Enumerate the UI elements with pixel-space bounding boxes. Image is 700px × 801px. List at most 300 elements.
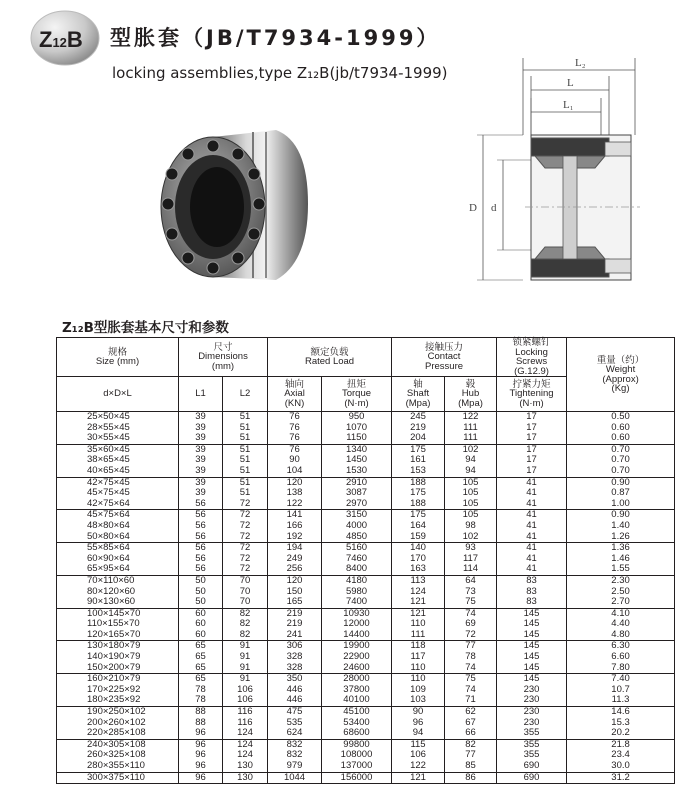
table-cell: 230: [497, 685, 567, 696]
col-dimensions-header: 尺寸 Dimensions (mm): [179, 338, 268, 377]
table-cell: 188: [392, 499, 445, 510]
table-cell: 230: [497, 707, 567, 718]
table-cell: 73: [445, 587, 497, 598]
spec-table: [56, 337, 675, 784]
table-cell: 102: [445, 444, 497, 455]
table-cell: 0.90: [567, 510, 675, 521]
table-cell: 140×190×79: [57, 652, 179, 663]
table-cell: 41: [497, 488, 567, 499]
table-cell: 1450: [322, 455, 392, 466]
table-cell: 82: [223, 608, 268, 619]
table-cell: 50: [179, 587, 223, 598]
table-cell: 156000: [322, 772, 392, 784]
table-cell: 72: [223, 510, 268, 521]
table-cell: 4850: [322, 532, 392, 543]
table-cell: 88: [179, 718, 223, 729]
table-cell: 65: [179, 663, 223, 674]
table-cell: 35×60×45: [57, 444, 179, 455]
table-cell: 5980: [322, 587, 392, 598]
table-cell: 99800: [322, 739, 392, 750]
table-cell: 1.46: [567, 554, 675, 565]
table-cell: 979: [268, 761, 322, 772]
table-cell: 446: [268, 685, 322, 696]
table-cell: 42×75×64: [57, 499, 179, 510]
table-cell: 86: [445, 772, 497, 784]
table-cell: 4.80: [567, 630, 675, 641]
table-cell: 72: [223, 521, 268, 532]
badge-suffix: B: [66, 27, 83, 52]
table-cell: 70: [223, 597, 268, 608]
table-cell: 96: [179, 761, 223, 772]
table-cell: 690: [497, 772, 567, 784]
table-row: [57, 412, 675, 423]
table-cell: 51: [223, 455, 268, 466]
table-cell: 65: [179, 652, 223, 663]
table-cell: 56: [179, 554, 223, 565]
table-cell: 200×260×102: [57, 718, 179, 729]
table-row: [57, 597, 675, 608]
table-cell: 45100: [322, 707, 392, 718]
table-cell: 50: [179, 575, 223, 586]
table-cell: 446: [268, 695, 322, 706]
table-cell: 60×90×64: [57, 554, 179, 565]
table-cell: 106: [392, 750, 445, 761]
table-row: [57, 564, 675, 575]
table-cell: 5160: [322, 543, 392, 554]
table-cell: 37800: [322, 685, 392, 696]
table-cell: 306: [268, 641, 322, 652]
table-cell: 0.90: [567, 477, 675, 488]
table-cell: 0.87: [567, 488, 675, 499]
table-cell: 2970: [322, 499, 392, 510]
table-cell: 41: [497, 499, 567, 510]
table-cell: 72: [223, 532, 268, 543]
table-cell: 2910: [322, 477, 392, 488]
table-cell: 103: [392, 695, 445, 706]
col-rated-load-header: 额定负载 Rated Load: [268, 338, 392, 377]
table-cell: 77: [445, 750, 497, 761]
table-cell: 53400: [322, 718, 392, 729]
table-cell: 110: [392, 619, 445, 630]
series-badge: [30, 10, 100, 66]
table-cell: 1.40: [567, 521, 675, 532]
table-cell: 130×180×79: [57, 641, 179, 652]
table-row: [57, 728, 675, 739]
table-cell: 56: [179, 510, 223, 521]
table-cell: 66: [445, 728, 497, 739]
page-title: 型胀套（JB/T7934-1999）: [110, 26, 441, 50]
table-cell: 72: [445, 630, 497, 641]
table-cell: 140: [392, 543, 445, 554]
table-cell: 48×80×64: [57, 521, 179, 532]
table-cell: 72: [223, 543, 268, 554]
table-cell: 4.10: [567, 608, 675, 619]
table-cell: 51: [223, 423, 268, 434]
table-cell: 96: [179, 772, 223, 784]
col-l2: L2: [223, 377, 268, 412]
table-cell: 19900: [322, 641, 392, 652]
table-row: [57, 761, 675, 772]
table-cell: 45×75×45: [57, 488, 179, 499]
table-cell: 124: [223, 750, 268, 761]
table-cell: 170×225×92: [57, 685, 179, 696]
table-cell: 832: [268, 739, 322, 750]
table-cell: 219: [392, 423, 445, 434]
table-cell: 1340: [322, 444, 392, 455]
table-cell: 111: [445, 433, 497, 444]
table-cell: 145: [497, 641, 567, 652]
table-cell: 145: [497, 663, 567, 674]
table-cell: 17: [497, 423, 567, 434]
table-cell: 83: [497, 597, 567, 608]
table-cell: 85: [445, 761, 497, 772]
table-cell: 56: [179, 564, 223, 575]
table-cell: 115: [392, 739, 445, 750]
col-shaft: 轴 Shaft (Mpa): [392, 377, 445, 412]
table-cell: 111: [392, 630, 445, 641]
table-cell: 256: [268, 564, 322, 575]
table-cell: 159: [392, 532, 445, 543]
table-cell: 1.26: [567, 532, 675, 543]
table-cell: 219: [268, 608, 322, 619]
table-cell: 121: [392, 772, 445, 784]
table-cell: 17: [497, 444, 567, 455]
table-cell: 11.3: [567, 695, 675, 706]
table-cell: 475: [268, 707, 322, 718]
table-cell: 88: [179, 707, 223, 718]
table-cell: 39: [179, 477, 223, 488]
table-cell: 39: [179, 423, 223, 434]
section-title: Z₁₂B型胀套基本尺寸和参数: [62, 320, 229, 336]
table-cell: 76: [268, 423, 322, 434]
table-cell: 105: [445, 488, 497, 499]
table-cell: 104: [268, 466, 322, 477]
table-cell: 950: [322, 412, 392, 423]
table-cell: 7.40: [567, 674, 675, 685]
table-cell: 39: [179, 466, 223, 477]
table-cell: 71: [445, 695, 497, 706]
table-cell: 121: [392, 608, 445, 619]
table-cell: 160×210×79: [57, 674, 179, 685]
table-cell: 194: [268, 543, 322, 554]
table-cell: 51: [223, 433, 268, 444]
table-cell: 166: [268, 521, 322, 532]
col-locking-screws-header: 锁紧螺钉 Locking Screws (G.12.9): [497, 338, 567, 377]
table-cell: 116: [223, 707, 268, 718]
table-cell: 2.30: [567, 575, 675, 586]
table-cell: 130: [223, 772, 268, 784]
table-cell: 0.60: [567, 433, 675, 444]
table-cell: 10930: [322, 608, 392, 619]
table-row: [57, 695, 675, 706]
table-cell: 51: [223, 466, 268, 477]
table-cell: 7.80: [567, 663, 675, 674]
table-cell: 41: [497, 564, 567, 575]
table-cell: 117: [392, 652, 445, 663]
table-cell: 241: [268, 630, 322, 641]
table-cell: 70×110×60: [57, 575, 179, 586]
table-cell: 91: [223, 641, 268, 652]
table-cell: 124: [223, 739, 268, 750]
table-cell: 30.0: [567, 761, 675, 772]
table-cell: 7460: [322, 554, 392, 565]
table-cell: 204: [392, 433, 445, 444]
table-cell: 110×155×70: [57, 619, 179, 630]
table-cell: 78: [179, 695, 223, 706]
table-cell: 0.70: [567, 466, 675, 477]
table-cell: 355: [497, 739, 567, 750]
table-cell: 245: [392, 412, 445, 423]
table-cell: 76: [268, 444, 322, 455]
table-row: [57, 466, 675, 477]
table-cell: 96: [179, 728, 223, 739]
table-cell: 41: [497, 543, 567, 554]
table-cell: 3087: [322, 488, 392, 499]
table-cell: 14400: [322, 630, 392, 641]
col-contact-pressure-header: 接触压力 Contact Pressure: [392, 338, 497, 377]
table-cell: 150×200×79: [57, 663, 179, 674]
table-cell: 45×75×64: [57, 510, 179, 521]
table-cell: 17: [497, 455, 567, 466]
table-row: [57, 575, 675, 586]
table-cell: 91: [223, 652, 268, 663]
table-cell: 4.40: [567, 619, 675, 630]
table-cell: 28000: [322, 674, 392, 685]
label-small-d: d: [491, 202, 497, 214]
table-cell: 111: [445, 423, 497, 434]
table-cell: 74: [445, 608, 497, 619]
table-cell: 141: [268, 510, 322, 521]
table-cell: 1.55: [567, 564, 675, 575]
table-cell: 230: [497, 718, 567, 729]
table-cell: 82: [445, 739, 497, 750]
col-size-formula: d×D×L: [57, 377, 179, 412]
table-cell: 80×120×60: [57, 587, 179, 598]
table-cell: 122: [445, 412, 497, 423]
table-cell: 51: [223, 444, 268, 455]
label-l1: L₁: [563, 99, 574, 111]
table-cell: 7400: [322, 597, 392, 608]
table-cell: 72: [223, 499, 268, 510]
table-cell: 240×305×108: [57, 739, 179, 750]
table-cell: 6.30: [567, 641, 675, 652]
table-cell: 69: [445, 619, 497, 630]
table-row: [57, 433, 675, 444]
table-cell: 220×285×108: [57, 728, 179, 739]
table-cell: 3150: [322, 510, 392, 521]
table-cell: 2.50: [567, 587, 675, 598]
table-row: [57, 499, 675, 510]
table-cell: 188: [392, 477, 445, 488]
table-cell: 690: [497, 761, 567, 772]
table-cell: 106: [223, 695, 268, 706]
table-cell: 105: [445, 477, 497, 488]
label-big-d: D: [469, 202, 477, 214]
table-cell: 145: [497, 674, 567, 685]
table-cell: 8400: [322, 564, 392, 575]
table-cell: 328: [268, 652, 322, 663]
table-cell: 109: [392, 685, 445, 696]
table-cell: 39: [179, 488, 223, 499]
table-cell: 38×65×45: [57, 455, 179, 466]
table-cell: 0.50: [567, 412, 675, 423]
col-axial: 轴向 Axial (KN): [268, 377, 322, 412]
table-cell: 82: [223, 630, 268, 641]
table-cell: 355: [497, 728, 567, 739]
table-cell: 75: [445, 674, 497, 685]
table-cell: 14.6: [567, 707, 675, 718]
table-cell: 110: [392, 663, 445, 674]
table-cell: 23.4: [567, 750, 675, 761]
table-cell: 1.00: [567, 499, 675, 510]
table-cell: 65×95×64: [57, 564, 179, 575]
col-size-header: 规格 Size (mm): [57, 338, 179, 377]
label-l: L: [567, 77, 574, 89]
table-cell: 82: [223, 619, 268, 630]
table-cell: 175: [392, 488, 445, 499]
table-cell: 41: [497, 521, 567, 532]
table-cell: 94: [445, 455, 497, 466]
table-cell: 67: [445, 718, 497, 729]
table-cell: 137000: [322, 761, 392, 772]
table-cell: 280×355×110: [57, 761, 179, 772]
table-cell: 74: [445, 663, 497, 674]
table-cell: 130: [223, 761, 268, 772]
table-cell: 74: [445, 685, 497, 696]
table-cell: 39: [179, 433, 223, 444]
table-cell: 10.7: [567, 685, 675, 696]
table-row: [57, 772, 675, 784]
table-cell: 91: [223, 663, 268, 674]
table-cell: 70: [223, 587, 268, 598]
table-cell: 25×50×45: [57, 412, 179, 423]
table-cell: 78: [179, 685, 223, 696]
table-cell: 4180: [322, 575, 392, 586]
table-cell: 62: [445, 707, 497, 718]
table-cell: 102: [445, 532, 497, 543]
table-cell: 77: [445, 641, 497, 652]
table-cell: 120: [268, 477, 322, 488]
table-cell: 90: [392, 707, 445, 718]
product-photo: [158, 112, 318, 291]
table-cell: 163: [392, 564, 445, 575]
table-cell: 138: [268, 488, 322, 499]
table-cell: 55×85×64: [57, 543, 179, 554]
table-cell: 219: [268, 619, 322, 630]
table-cell: 124: [223, 728, 268, 739]
table-cell: 0.70: [567, 455, 675, 466]
table-cell: 6.60: [567, 652, 675, 663]
table-cell: 24600: [322, 663, 392, 674]
table-cell: 0.70: [567, 444, 675, 455]
table-cell: 120×165×70: [57, 630, 179, 641]
table-cell: 120: [268, 575, 322, 586]
table-cell: 4000: [322, 521, 392, 532]
table-cell: 75: [445, 597, 497, 608]
table-cell: 91: [223, 674, 268, 685]
table-cell: 51: [223, 488, 268, 499]
table-cell: 355: [497, 750, 567, 761]
col-torque: 扭矩 Torque (N·m): [322, 377, 392, 412]
table-cell: 90×130×60: [57, 597, 179, 608]
table-cell: 72: [223, 564, 268, 575]
table-cell: 60: [179, 619, 223, 630]
table-cell: 64: [445, 575, 497, 586]
table-cell: 98: [445, 521, 497, 532]
col-hub: 毂 Hub (Mpa): [445, 377, 497, 412]
table-cell: 51: [223, 477, 268, 488]
col-tightening: 拧紧力矩 Tightening (N·m): [497, 377, 567, 412]
page-subtitle: locking assemblies,type Z₁₂B(jb/t7934-1999): [112, 64, 448, 82]
table-cell: 39: [179, 412, 223, 423]
table-cell: 15.3: [567, 718, 675, 729]
table-cell: 1150: [322, 433, 392, 444]
table-row: [57, 663, 675, 674]
table-cell: 51: [223, 412, 268, 423]
table-cell: 1530: [322, 466, 392, 477]
table-cell: 328: [268, 663, 322, 674]
table-cell: 21.8: [567, 739, 675, 750]
table-cell: 41: [497, 554, 567, 565]
table-cell: 175: [392, 444, 445, 455]
table-cell: 50: [179, 597, 223, 608]
table-row: [57, 532, 675, 543]
table-cell: 164: [392, 521, 445, 532]
table-cell: 110: [392, 674, 445, 685]
table-cell: 30×55×45: [57, 433, 179, 444]
table-cell: 190×250×102: [57, 707, 179, 718]
table-cell: 40×65×45: [57, 466, 179, 477]
table-cell: 122: [392, 761, 445, 772]
table-cell: 65: [179, 641, 223, 652]
table-cell: 300×375×110: [57, 772, 179, 784]
table-cell: 350: [268, 674, 322, 685]
table-cell: 1.36: [567, 543, 675, 554]
table-cell: 535: [268, 718, 322, 729]
table-cell: 76: [268, 412, 322, 423]
table-cell: 41: [497, 510, 567, 521]
table-cell: 17: [497, 412, 567, 423]
table-cell: 22900: [322, 652, 392, 663]
table-cell: 28×55×45: [57, 423, 179, 434]
table-cell: 83: [497, 575, 567, 586]
table-cell: 192: [268, 532, 322, 543]
table-cell: 83: [497, 587, 567, 598]
table-cell: 94: [392, 728, 445, 739]
table-cell: 68600: [322, 728, 392, 739]
table-cell: 60: [179, 630, 223, 641]
table-cell: 624: [268, 728, 322, 739]
table-cell: 105: [445, 510, 497, 521]
table-cell: 76: [268, 433, 322, 444]
table-cell: 93: [445, 543, 497, 554]
table-cell: 161: [392, 455, 445, 466]
table-cell: 50×80×64: [57, 532, 179, 543]
table-cell: 180×235×92: [57, 695, 179, 706]
table-cell: 175: [392, 510, 445, 521]
table-cell: 832: [268, 750, 322, 761]
table-cell: 113: [392, 575, 445, 586]
table-cell: 150: [268, 587, 322, 598]
table-cell: 124: [392, 587, 445, 598]
table-cell: 65: [179, 674, 223, 685]
table-cell: 105: [445, 499, 497, 510]
table-cell: 56: [179, 521, 223, 532]
table-cell: 118: [392, 641, 445, 652]
table-cell: 94: [445, 466, 497, 477]
table-cell: 40100: [322, 695, 392, 706]
table-cell: 39: [179, 444, 223, 455]
